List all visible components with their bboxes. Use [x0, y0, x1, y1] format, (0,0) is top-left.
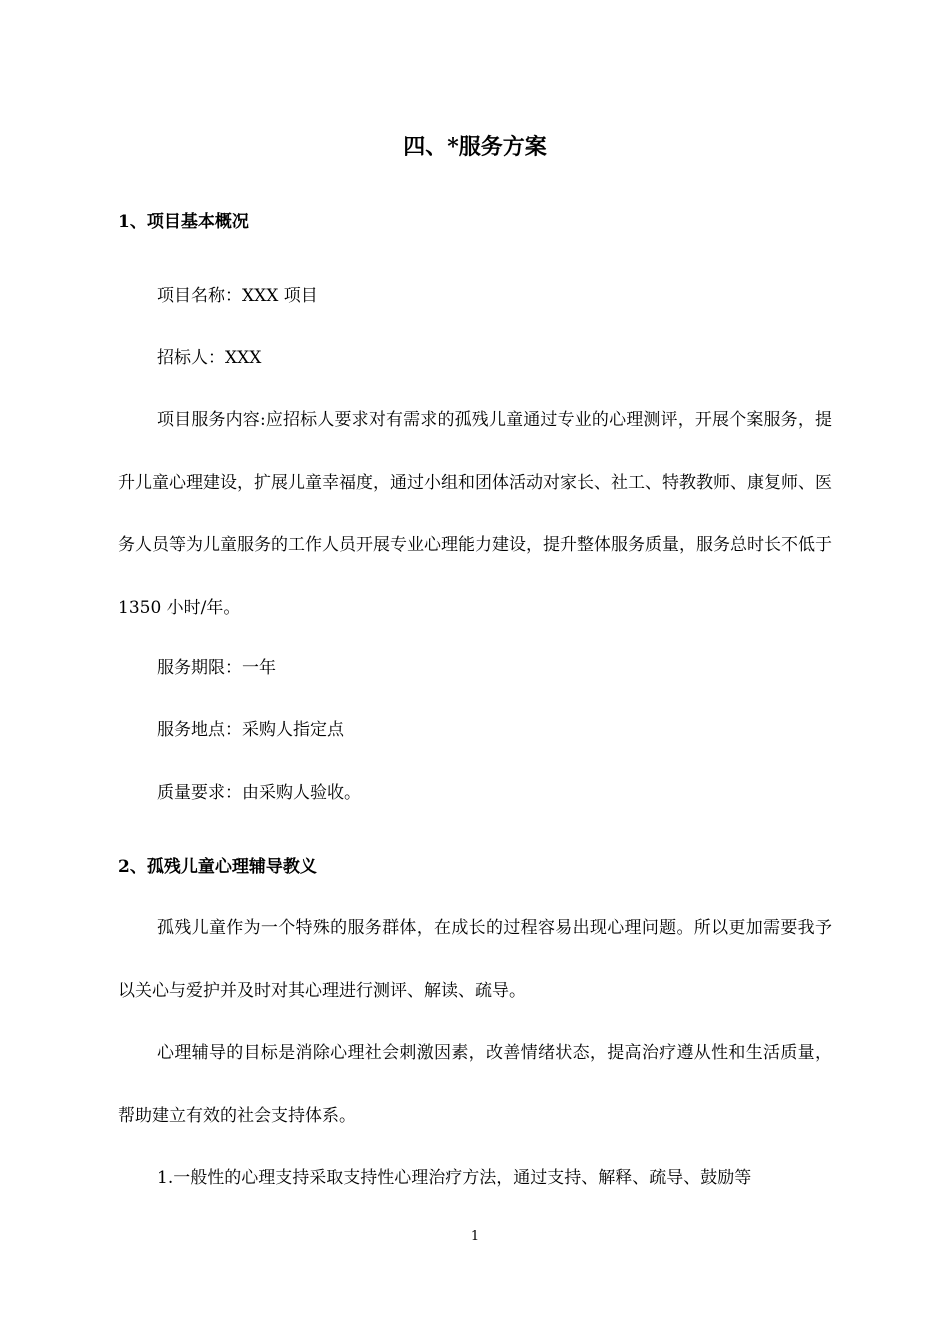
page-number: 1: [470, 1229, 480, 1244]
page-title: 四、*服务方案: [403, 134, 547, 160]
service-content-paragraph: 项目服务内容:应招标人要求对有需求的孤残儿童通过专业的心理测评，开展个案服务，提升儿童心理建设，扩展儿童幸福度，通过小组和团体活动对家长、社工、特教教师、康复师、医务人员等为儿童服务的工作人员开展专业心理能力建设，提升整体服务质量，服务总时长不低于 1350 小时/年。: [118, 410, 832, 618]
section-heading-project-overview: 1、项目基本概况: [118, 212, 249, 232]
counseling-paragraph: 孤残儿童作为一个特殊的服务群体，在成长的过程容易出现心理问题。所以更加需要我予以关心与爱护并及时对其心理进行测评、解读、疏导。: [118, 918, 832, 1001]
tenderer-line: 招标人：XXX: [157, 348, 262, 368]
quality-requirement-line: 质量要求：由采购人验收。: [157, 783, 361, 803]
counseling-goal-paragraph: 心理辅导的目标是消除心理社会刺激因素，改善情绪状态，提高治疗遵从性和生活质量，帮助建立有效的社会支持体系。: [118, 1043, 832, 1126]
project-name-line: 项目名称：XXX 项目: [157, 286, 318, 306]
service-period-line: 服务期限：一年: [157, 658, 276, 678]
service-location-line: 服务地点：采购人指定点: [157, 720, 344, 740]
section-heading-counseling: 2、孤残儿童心理辅导教义: [118, 857, 317, 877]
general-support-paragraph: 1.一般性的心理支持采取支持性心理治疗方法，通过支持、解释、疏导、鼓励等: [157, 1168, 752, 1188]
